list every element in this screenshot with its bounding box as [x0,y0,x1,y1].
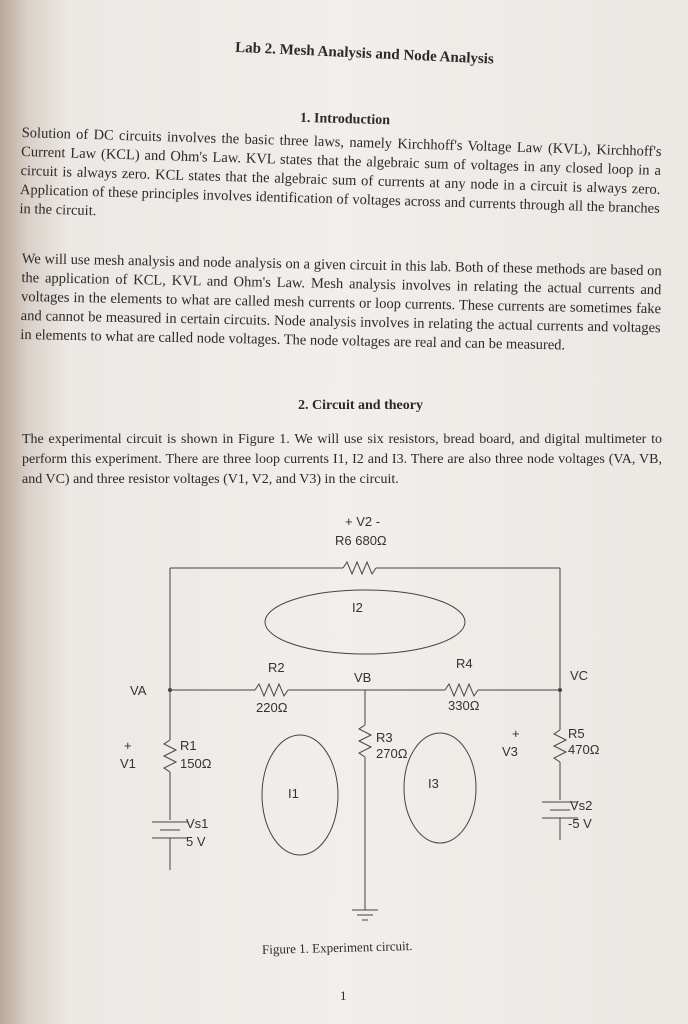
label-i1: I1 [288,786,299,801]
label-r4-value: 330Ω [448,698,480,713]
label-r1-value: 150Ω [180,756,212,771]
label-r4: R4 [456,656,473,671]
label-r3-value: 270Ω [376,746,408,761]
label-vs1: Vs1 [186,816,209,831]
label-vc: VC [570,668,589,683]
section-heading-introduction: 1. Introduction [299,110,391,129]
circuit-diagram [0,500,688,940]
label-vb: VB [354,670,372,685]
label-vs2: Vs2 [570,798,593,813]
label-r6: R6 680Ω [335,533,387,548]
label-vs2-value: -5 V [568,816,592,831]
label-vs1-value: 5 V [186,834,206,849]
node-va [169,689,172,692]
paragraph-introduction-1: Solution of DC circuits involves the basic three laws, namely Kirchhoff's Voltage Law (KVL), Kirchhoff's Current Law (KCL) and Ohm's Law. KVL states that the algebraic sum of voltages in any closed loop in a circuit is always zero. KCL states that the algebraic sum of currents at any node in a circuit is always zero. Application of these principles involves identification of voltages across and currents through all the branches in the circuit. [19,124,662,220]
label-r2: R2 [268,660,285,675]
label-r3: R3 [376,730,393,745]
resistor-r2 [255,684,288,696]
paragraph-introduction-2: We will use mesh analysis and node analysis on a given circuit in this lab. Both of these methods are based on the application of KCL, KVL and Ohm's Law. Mesh analysis involves in relating the actual currents and voltages in the elements to what are called mesh currents or loop currents. These currents are sometimes fake and cannot be measured in certain circuits. Node analysis involves in relating the actual currents and voltages in elements to what are called node voltages. The node voltages are real and can be measured. [20,250,662,354]
label-r1: R1 [180,738,197,753]
document-title: Lab 2. Mesh Analysis and Node Analysis [234,39,495,68]
label-va: VA [130,683,147,698]
paragraph-circuit-theory: The experimental circuit is shown in Figure 1. We will use six resistors, bread board, and digital multimeter to perform this experiment. There are three loop currents I1, I2 and I3. There are also three node voltages (VA, VB, and VC) and three resistor voltages (V1, V2, and V3) in the circuit. [22,432,662,487]
label-plus-v1: + [124,738,132,753]
resistor-r5 [554,730,566,762]
label-r5: R5 [568,726,585,741]
node-vc [559,689,562,692]
label-v1: V1 [120,756,136,771]
resistor-r3 [359,725,371,757]
resistor-r6 [343,562,376,574]
label-plus-v3: + [512,726,520,741]
section-heading-circuit-theory: 2. Circuit and theory [298,398,423,413]
mesh-loop-i1 [262,735,338,855]
figure-caption: Figure 1. Experiment circuit. [261,938,413,957]
mesh-loop-i3 [404,733,476,843]
page-number: 1 [340,988,347,1003]
label-i3: I3 [428,776,439,791]
label-r5-value: 470Ω [568,742,600,757]
label-r2-value: 220Ω [256,700,288,715]
label-i2: I2 [352,600,363,615]
label-v2: + V2 - [345,514,381,529]
mesh-loop-i2 [265,590,465,654]
resistor-r4 [445,684,478,696]
label-v3: V3 [502,744,518,759]
resistor-r1 [164,740,176,772]
